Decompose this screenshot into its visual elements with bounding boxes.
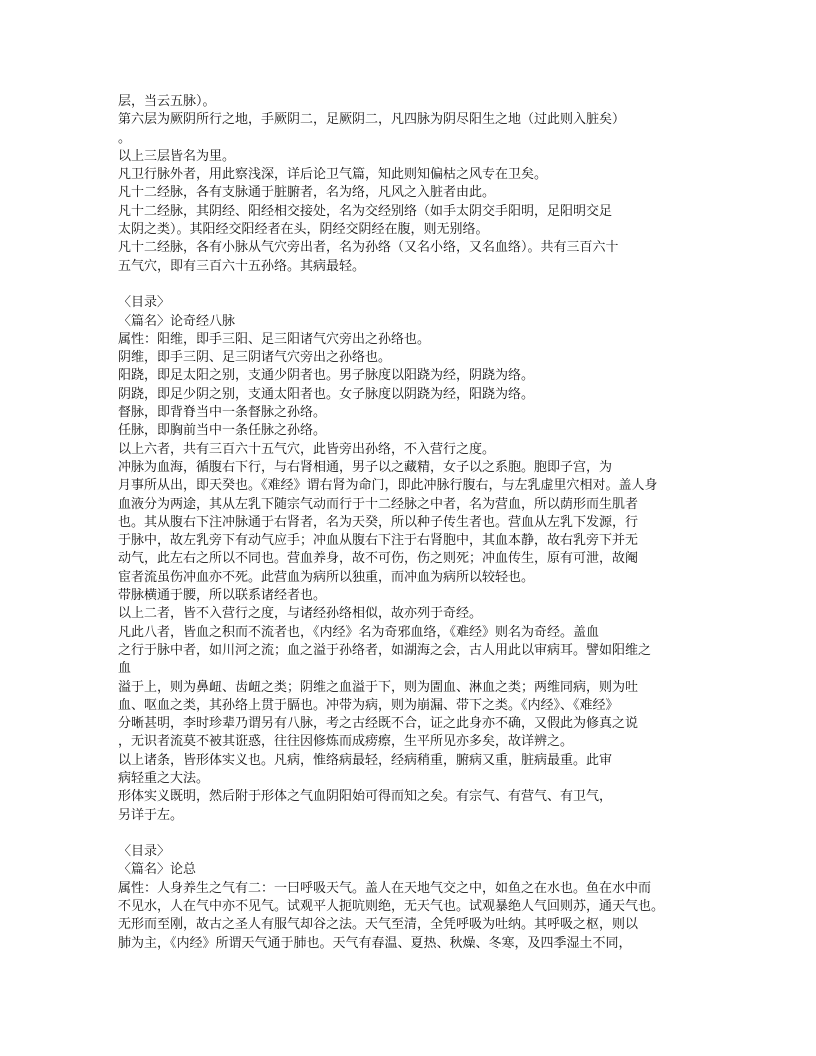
text-line: 督脉，即背脊当中一条督脉之孙络。: [118, 405, 327, 421]
text-line: 五气穴，即有三百六十五孙络。其病最轻。: [118, 258, 366, 274]
text-line: 分晰甚明，李时珍辈乃谓另有八脉，考之古经既不合，证之此身亦不确，又假此为修真之说: [118, 716, 639, 732]
text-line: 也。其从腹右下注冲脉通于右肾者，名为天癸，所以种子传生者也。营血从左乳下发源，行: [118, 514, 639, 530]
text-line: 属性：阳维，即手三阳、足三阳诸气穴旁出之孙络也。: [118, 331, 431, 347]
text-line: 〈篇名〉论奇经八脉: [118, 313, 236, 329]
text-line: 属性：人身养生之气有二：一曰呼吸天气。盖人在天地气交之中，如鱼之在水也。鱼在水中而: [118, 880, 652, 896]
text-line: 凡卫行脉外者，用此察浅深，详后论卫气篇，知此则知偏枯之风专在卫矣。: [118, 167, 548, 183]
text-line: 于脉中，故左乳旁下有动气应手；冲血从腹右下注于右肾胞中，其血本静，故右乳旁下并无: [118, 533, 639, 549]
text-line: 冲脉为血海，循腹右下行，与右肾相通，男子以之藏精，女子以之系胞。胞即子宫，为: [118, 459, 613, 475]
text-line: 血、呕血之类，其孙络上贯于膈也。冲带为病，则为崩漏、带下之类。《内经》、《难经》: [118, 697, 619, 713]
text-line: 第六层为厥阴所行之地，手厥阴二，足厥阴二，凡四脉为阴尽阳生之地（过此则入脏矣）: [118, 112, 626, 128]
text-line: 任脉，即胸前当中一条任脉之孙络。: [118, 423, 327, 439]
text-line: 动气，此左右之所以不同也。营血养身，故不可伤，伤之则死；冲血传生，原有可泄，故阉: [118, 551, 639, 567]
text-line: 〈目录〉: [118, 844, 171, 860]
text-line: 凡十二经脉，各有小脉从气穴旁出者，名为孙络（又名小络，又名血络）。共有三百六十: [118, 240, 619, 256]
text-line: 另详于左。: [118, 807, 184, 823]
text-line: 溢于上，则为鼻衄、齿衄之类；阴维之血溢于下，则为圊血、淋血之类；两维同病，则为吐: [118, 679, 639, 695]
text-line: 〈篇名〉论总: [118, 862, 197, 878]
text-line: 以上三层皆名为里。: [118, 148, 236, 164]
text-line: 。: [118, 130, 132, 146]
text-line: 以上六者，共有三百六十五气穴，此皆旁出孙络，不入营行之度。: [118, 441, 496, 457]
text-line: 阴跷，即足少阴之别，支通太阳者也。女子脉度以阴跷为经，阳跷为络。: [118, 386, 535, 402]
text-line: 血: [118, 661, 132, 677]
text-line: 凡十二经脉，其阴经、阳经相交接处，名为交经别络（如手太阴交手阳明，足阳明交足: [118, 203, 613, 219]
text-line: 阳跷，即足太阳之别，支通少阴者也。男子脉度以阳跷为经，阴跷为络。: [118, 368, 535, 384]
text-line: 以上二者，皆不入营行之度，与诸经孙络相似，故亦列于奇经。: [118, 606, 483, 622]
text-line: 阴维，即手三阴、足三阴诸气穴旁出之孙络也。: [118, 350, 392, 366]
text-line: 层，当云五脉）。: [118, 94, 216, 109]
document-page: [118, 93, 708, 953]
text-line: ，无识者流莫不被其诳惑，往往因修炼而成痨瘵，生平所见亦多矣，故详辨之。: [118, 734, 574, 750]
text-line: 〈目录〉: [118, 295, 171, 311]
text-line: 肺为主，《内经》所谓天气通于肺也。天气有春温、夏热、秋燥、冬寒，及四季湿土不同，: [118, 935, 632, 951]
text-line: 无形而至刚，故古之圣人有服气却谷之法。天气至清，全凭呼吸为吐纳。其呼吸之枢，则以: [118, 917, 639, 933]
text-line: 病轻重之大法。: [118, 770, 210, 786]
blank-line: [118, 825, 708, 843]
text-line: 以上诸条，皆形体实义也。凡病，惟络病最轻，经病稍重，腑病又重，脏病最重。此审: [118, 752, 613, 768]
text-line: 太阴之类）。其阳经交阳经者在头，阴经交阴经在腹，则无别络。: [118, 222, 489, 238]
text-line: 形体实义既明，然后附于形体之气血阴阳始可得而知之矣。有宗气、有营气、有卫气，: [118, 789, 613, 805]
blank-line: [118, 276, 708, 294]
text-line: 宦者流虽伤冲血亦不死。此营血为病所以独重，而冲血为病所以较轻也。: [118, 569, 535, 585]
text-line: 血液分为两途，其从左乳下随宗气动而行于十二经脉之中者，名为营血，所以荫形而生肌者: [118, 496, 639, 512]
text-line: 凡十二经脉，各有支脉通于脏腑者，名为络，凡风之入脏者由此。: [118, 185, 496, 201]
text-line: 不见水，人在气中亦不见气。试观平人扼吭则绝，无天气也。试观暴绝人气回则苏，通天气也。: [118, 899, 665, 915]
text-line: 带脉横通于腰，所以联系诸经者也。: [118, 588, 327, 604]
text-line: 月事所从出，即天癸也。《难经》谓右肾为命门，即此冲脉行腹右，与左乳虚里穴相对。盖人身: [118, 478, 658, 494]
text-line: 之行于脉中者，如川河之流；血之溢于孙络者，如湖海之会，古人用此以审病耳。譬如阳维之: [118, 642, 652, 658]
text-line: 凡此八者，皆血之积而不流者也，《内经》名为奇邪血络，《难经》则名为奇经。盖血: [118, 624, 600, 640]
